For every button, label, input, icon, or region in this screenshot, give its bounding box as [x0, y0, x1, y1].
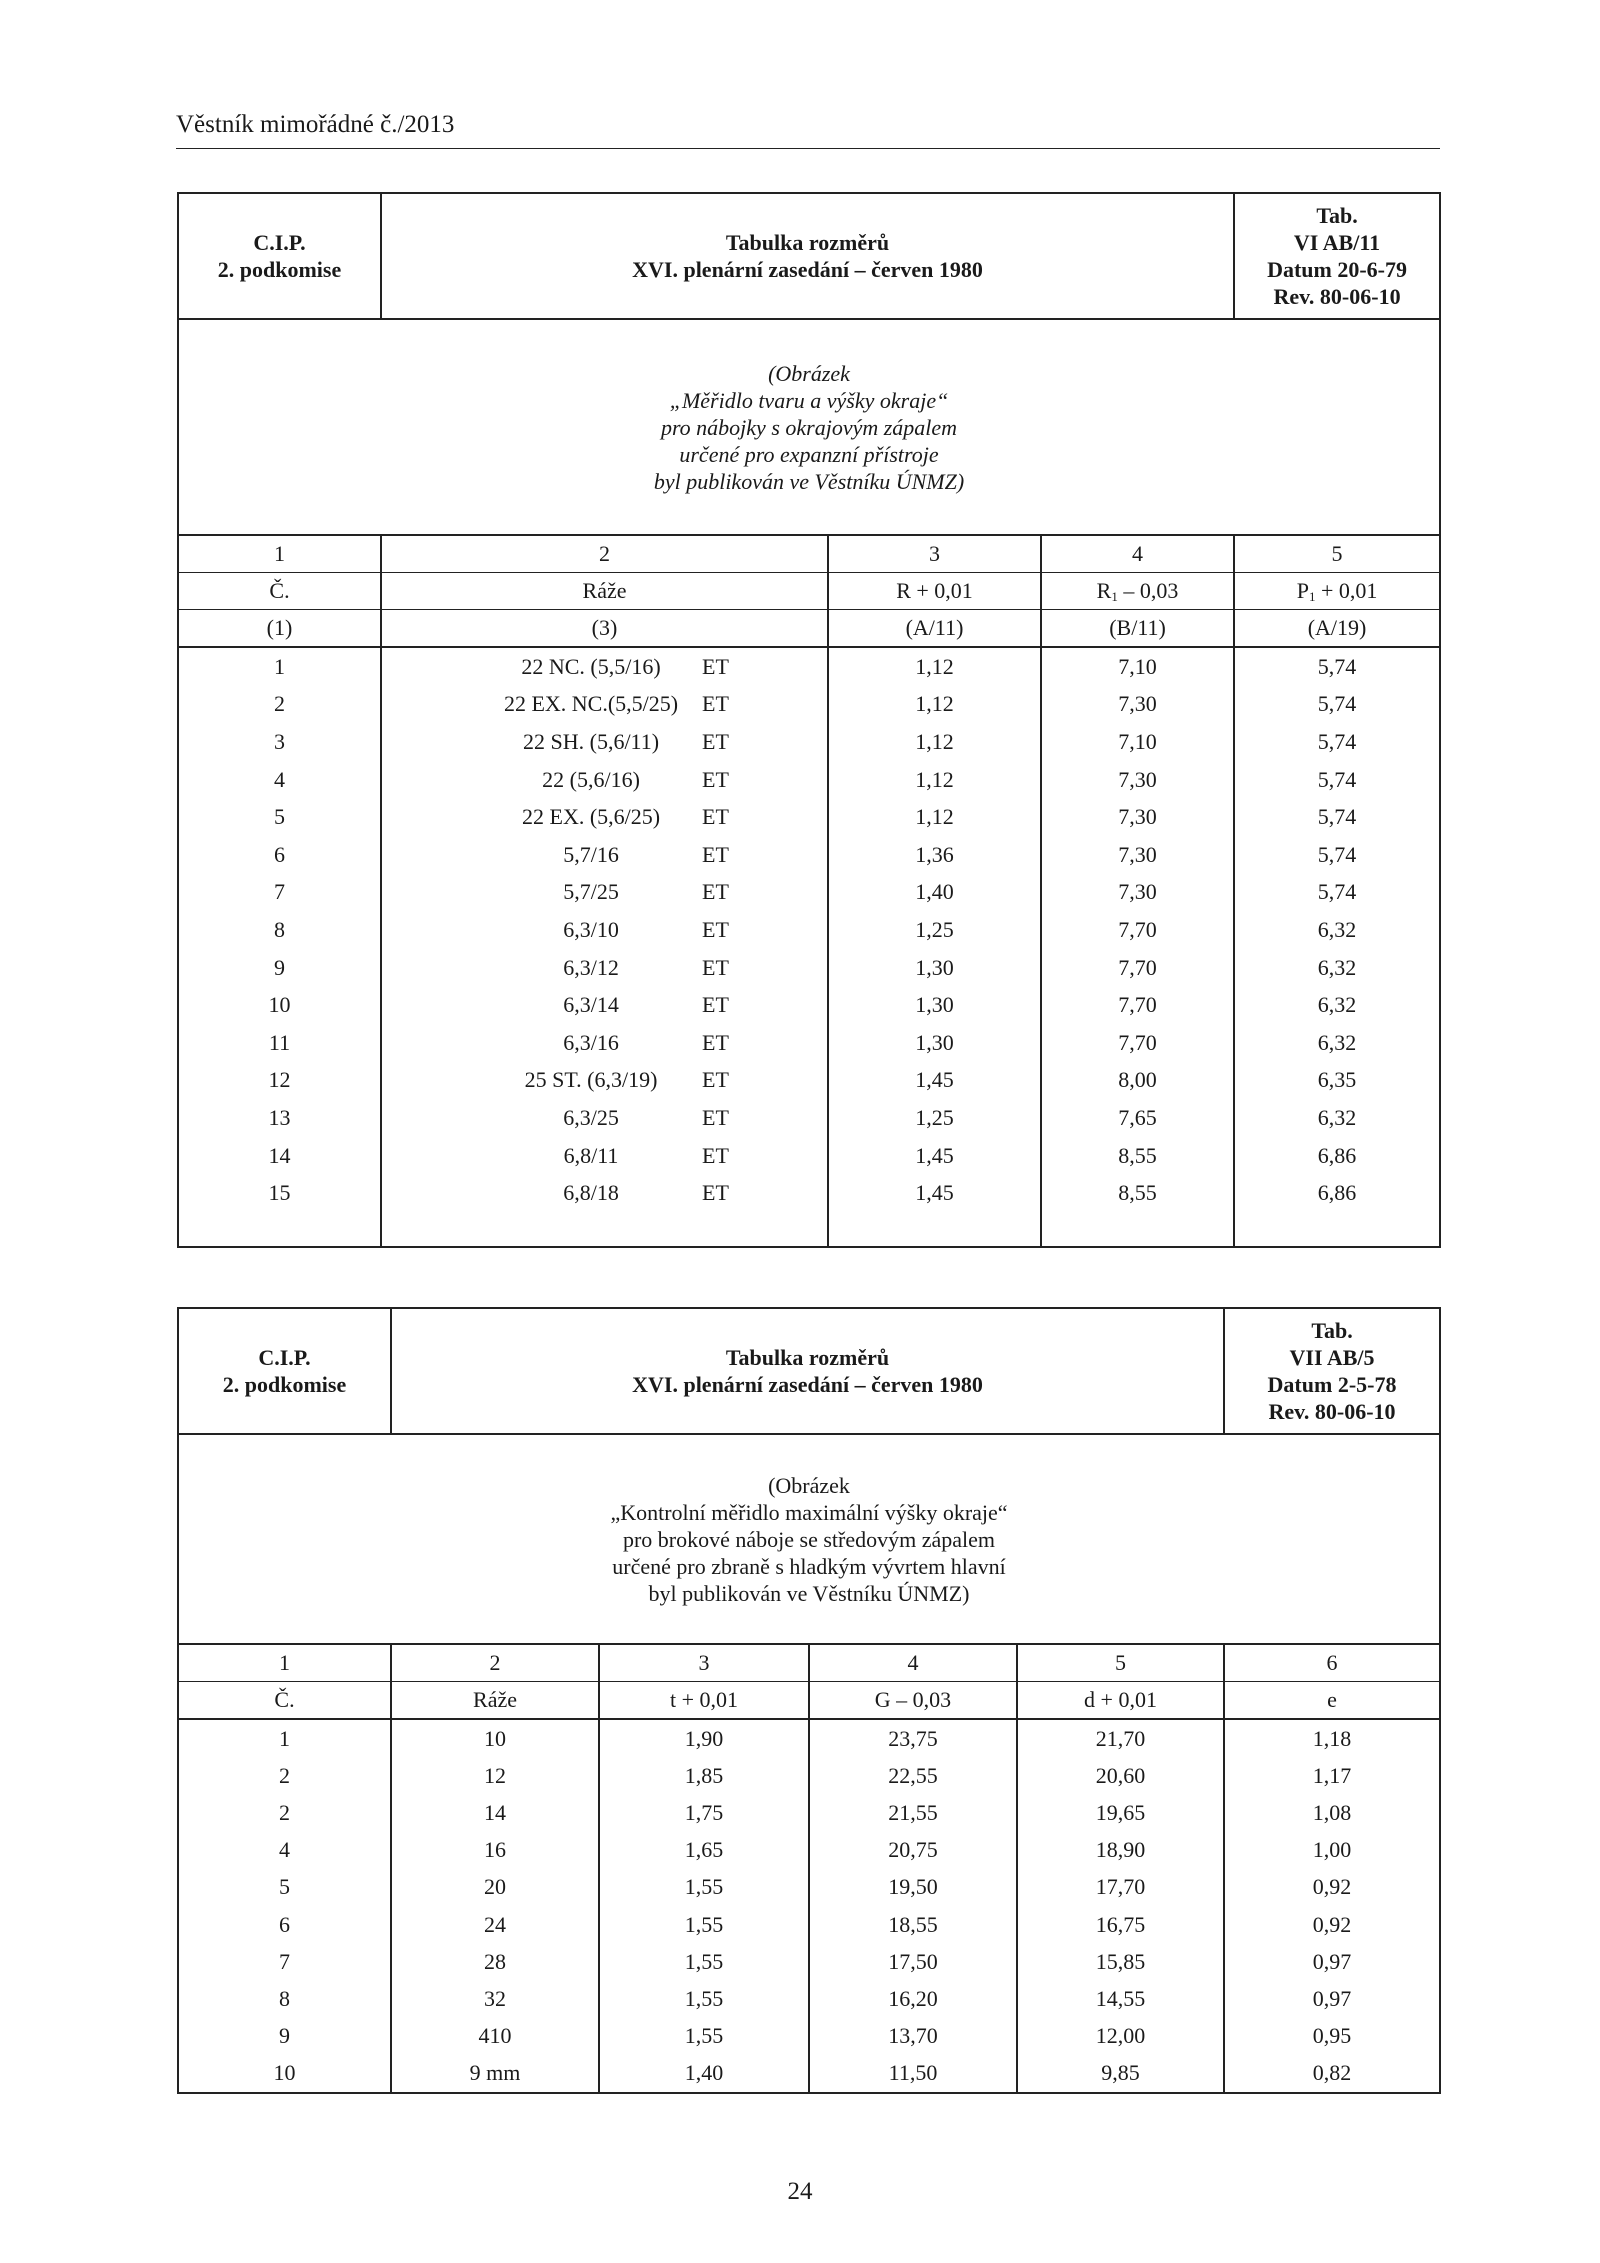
- column-number-row: [178, 1644, 1440, 1682]
- r1-value: 7,70: [1041, 986, 1234, 1024]
- p1-value: 6,32: [1234, 1099, 1440, 1137]
- g-value: 18,55: [809, 1906, 1017, 1943]
- d-value: 16,75: [1017, 1906, 1224, 1943]
- caliber-type: ET: [702, 766, 729, 792]
- row-number: 13: [178, 1099, 381, 1137]
- dimension-table-vii-ab-5: [177, 1307, 1441, 2094]
- row-number: 3: [178, 723, 381, 761]
- empty-cell: [1234, 1212, 1440, 1247]
- caliber-cell: [381, 723, 828, 761]
- row-number: 10: [178, 2055, 391, 2093]
- t-value: 1,55: [599, 1906, 809, 1943]
- org-name: C.I.P.: [253, 230, 306, 255]
- row-number: 12: [178, 1062, 381, 1100]
- table-header-row: [178, 1308, 1440, 1434]
- caliber-cell: 32: [391, 1980, 599, 2017]
- r-value: 1,40: [828, 874, 1041, 912]
- tab-revision: Rev. 80-06-10: [1273, 284, 1401, 309]
- ref-cell: [1224, 1308, 1440, 1434]
- caliber-type: ET: [702, 1142, 729, 1168]
- row-number: 2: [178, 686, 381, 724]
- caliber-cell: 410: [391, 2018, 599, 2055]
- d-value: 21,70: [1017, 1719, 1224, 1757]
- d-value: 14,55: [1017, 1980, 1224, 2017]
- table-row: [178, 761, 1440, 799]
- p1-value: 5,74: [1234, 874, 1440, 912]
- col-reference: (A/19): [1234, 610, 1440, 648]
- col-heading: Ráže: [381, 573, 828, 610]
- r1-value: 7,65: [1041, 1099, 1234, 1137]
- caliber-name: 22 NC. (5,5/16): [521, 653, 661, 679]
- caliber-cell: 9 mm: [391, 2055, 599, 2093]
- row-number: 1: [178, 1719, 391, 1757]
- t-value: 1,55: [599, 1869, 809, 1906]
- caliber-cell: [381, 1137, 828, 1175]
- d-value: 18,90: [1017, 1832, 1224, 1869]
- r1-value: 8,00: [1041, 1062, 1234, 1100]
- caliber-cell: 10: [391, 1719, 599, 1757]
- d-value: 15,85: [1017, 1943, 1224, 1980]
- table-header-row: [178, 193, 1440, 319]
- r1-value: 7,10: [1041, 647, 1234, 686]
- table-row: [178, 1099, 1440, 1137]
- row-number: 4: [178, 761, 381, 799]
- column-heading-row: [178, 573, 1440, 610]
- caliber-type: ET: [702, 879, 729, 905]
- tab-label: Tab.: [1311, 1318, 1353, 1343]
- row-number: 2: [178, 1757, 391, 1794]
- column-number-row: [178, 535, 1440, 573]
- title-cell: [391, 1308, 1224, 1434]
- figure-note-line: určené pro zbraně s hladkým vývrtem hlavní: [612, 1553, 1006, 1579]
- col-heading-subscript: 1: [1308, 589, 1316, 604]
- caliber-type: ET: [702, 992, 729, 1018]
- e-value: 0,82: [1224, 2055, 1440, 2093]
- r-value: 1,25: [828, 911, 1041, 949]
- row-number: 10: [178, 986, 381, 1024]
- tab-label: Tab.: [1316, 203, 1358, 228]
- column-heading-row: [178, 1682, 1440, 1720]
- p1-value: 6,35: [1234, 1062, 1440, 1100]
- caliber-type: ET: [702, 653, 729, 679]
- g-value: 17,50: [809, 1943, 1017, 1980]
- table-row: [178, 911, 1440, 949]
- g-value: 16,20: [809, 1980, 1017, 2017]
- e-value: 1,17: [1224, 1757, 1440, 1794]
- empty-cell: [381, 1212, 828, 1247]
- col-reference: (A/11): [828, 610, 1041, 648]
- caliber-cell: 28: [391, 1943, 599, 1980]
- col-number: 2: [381, 535, 828, 573]
- e-value: 1,00: [1224, 1832, 1440, 1869]
- r1-value: 8,55: [1041, 1137, 1234, 1175]
- p1-value: 6,32: [1234, 986, 1440, 1024]
- row-number: 7: [178, 874, 381, 912]
- table-row: [178, 1174, 1440, 1212]
- tab-id: VII AB/5: [1289, 1345, 1375, 1370]
- table-row: [178, 836, 1440, 874]
- caliber-cell: 24: [391, 1906, 599, 1943]
- empty-cell: [828, 1212, 1041, 1247]
- d-value: 17,70: [1017, 1869, 1224, 1906]
- table-row: [178, 1869, 1440, 1906]
- row-number: 5: [178, 798, 381, 836]
- row-number: 9: [178, 2018, 391, 2055]
- caliber-cell: [381, 1099, 828, 1137]
- figure-note: [178, 1434, 1440, 1644]
- table-row: [178, 2055, 1440, 2093]
- caliber-cell: [381, 986, 828, 1024]
- col-number: 3: [828, 535, 1041, 573]
- column-reference-row: [178, 610, 1440, 648]
- org-cell: [178, 1308, 391, 1434]
- row-number: 1: [178, 647, 381, 686]
- title-cell: [381, 193, 1234, 319]
- caliber-type: ET: [702, 1067, 729, 1093]
- e-value: 1,08: [1224, 1794, 1440, 1831]
- r-value: 1,36: [828, 836, 1041, 874]
- g-value: 13,70: [809, 2018, 1017, 2055]
- p1-value: 5,74: [1234, 836, 1440, 874]
- t-value: 1,55: [599, 1943, 809, 1980]
- caliber-cell: [381, 686, 828, 724]
- row-number: 5: [178, 1869, 391, 1906]
- col-heading: Ráže: [391, 1682, 599, 1720]
- page-number: 24: [787, 2178, 813, 2205]
- table-row: [178, 2018, 1440, 2055]
- d-value: 9,85: [1017, 2055, 1224, 2093]
- caliber-name: 5,7/16: [563, 841, 619, 867]
- p1-value: 5,74: [1234, 761, 1440, 799]
- table-row: [178, 1062, 1440, 1100]
- table-row: [178, 949, 1440, 987]
- r1-value: 8,55: [1041, 1174, 1234, 1212]
- ref-cell: [1234, 193, 1440, 319]
- col-number: 5: [1017, 1644, 1224, 1682]
- col-number: 2: [391, 1644, 599, 1682]
- caliber-cell: [381, 798, 828, 836]
- col-reference: (1): [178, 610, 381, 648]
- p1-value: 5,74: [1234, 686, 1440, 724]
- row-number: 6: [178, 836, 381, 874]
- row-number: 6: [178, 1906, 391, 1943]
- caliber-cell: 12: [391, 1757, 599, 1794]
- g-value: 21,55: [809, 1794, 1017, 1831]
- p1-value: 6,86: [1234, 1137, 1440, 1175]
- col-heading: R + 0,01: [828, 573, 1041, 610]
- col-heading: G – 0,03: [809, 1682, 1017, 1720]
- e-value: 0,92: [1224, 1869, 1440, 1906]
- t-value: 1,55: [599, 2018, 809, 2055]
- table-row: [178, 1719, 1440, 1757]
- caliber-cell: 20: [391, 1869, 599, 1906]
- row-number: 9: [178, 949, 381, 987]
- col-heading: Č.: [178, 1682, 391, 1720]
- col-heading-symbol: R: [1096, 578, 1112, 603]
- empty-cell: [1041, 1212, 1234, 1247]
- figure-note-line: (Obrázek: [768, 1472, 850, 1498]
- col-heading: t + 0,01: [599, 1682, 809, 1720]
- caliber-type: ET: [702, 1180, 729, 1206]
- r-value: 1,45: [828, 1062, 1041, 1100]
- row-number: 14: [178, 1137, 381, 1175]
- col-reference: (3): [381, 610, 828, 648]
- org-name: C.I.P.: [258, 1345, 311, 1370]
- table-row: [178, 986, 1440, 1024]
- table-bottom-padding: [178, 1212, 1440, 1247]
- r-value: 1,12: [828, 723, 1041, 761]
- r1-value: 7,70: [1041, 949, 1234, 987]
- p1-value: 5,74: [1234, 723, 1440, 761]
- caliber-cell: 14: [391, 1794, 599, 1831]
- r-value: 1,30: [828, 986, 1041, 1024]
- p1-value: 5,74: [1234, 798, 1440, 836]
- tab-id: VI AB/11: [1293, 230, 1381, 255]
- r1-value: 7,30: [1041, 798, 1234, 836]
- caliber-type: ET: [702, 691, 729, 717]
- caliber-cell: [381, 1174, 828, 1212]
- page-header: [176, 110, 1440, 149]
- row-number: 2: [178, 1794, 391, 1831]
- table-body: [178, 1719, 1440, 2093]
- t-value: 1,55: [599, 1980, 809, 2017]
- caliber-type: ET: [702, 954, 729, 980]
- org-cell: [178, 193, 381, 319]
- figure-note-row: [178, 319, 1440, 535]
- col-heading-tolerance: + 0,01: [1315, 578, 1378, 603]
- col-heading-subscript: 1: [1111, 589, 1118, 604]
- caliber-name: 22 EX. (5,6/25): [522, 804, 661, 830]
- table-row: [178, 686, 1440, 724]
- caliber-type: ET: [702, 916, 729, 942]
- col-heading-symbol: P: [1296, 578, 1309, 603]
- row-number: 4: [178, 1832, 391, 1869]
- r1-value: 7,70: [1041, 911, 1234, 949]
- caliber-cell: [381, 761, 828, 799]
- figure-note-line: určené pro expanzní přístroje: [679, 441, 939, 467]
- r-value: 1,45: [828, 1174, 1041, 1212]
- caliber-cell: [381, 647, 828, 686]
- r-value: 1,45: [828, 1137, 1041, 1175]
- session-title: XVI. plenární zasedání – červen 1980: [632, 1372, 983, 1397]
- col-number: 1: [178, 1644, 391, 1682]
- table-row: [178, 1757, 1440, 1794]
- session-title: XVI. plenární zasedání – červen 1980: [632, 257, 983, 282]
- col-heading: [1234, 573, 1440, 610]
- r-value: 1,12: [828, 798, 1041, 836]
- r1-value: 7,70: [1041, 1024, 1234, 1062]
- col-number: 5: [1234, 535, 1440, 573]
- table-row: [178, 723, 1440, 761]
- caliber-name: 25 ST. (6,3/19): [524, 1067, 658, 1093]
- tab-date: Datum 20-6-79: [1267, 257, 1407, 282]
- col-number: 3: [599, 1644, 809, 1682]
- t-value: 1,40: [599, 2055, 809, 2093]
- figure-note-line: „Kontrolní měřidlo maximální výšky okraje“: [610, 1499, 1008, 1525]
- figure-note-line: (Obrázek: [768, 360, 850, 386]
- figure-note-line: „Měřidlo tvaru a výšky okraje“: [669, 387, 949, 413]
- col-heading: Č.: [178, 573, 381, 610]
- caliber-name: 6,3/14: [563, 992, 619, 1018]
- row-number: 15: [178, 1174, 381, 1212]
- caliber-cell: [381, 874, 828, 912]
- col-number: 4: [809, 1644, 1017, 1682]
- caliber-name: 6,8/18: [563, 1180, 619, 1206]
- p1-value: 6,32: [1234, 949, 1440, 987]
- d-value: 20,60: [1017, 1757, 1224, 1794]
- col-number: 4: [1041, 535, 1234, 573]
- r1-value: 7,30: [1041, 836, 1234, 874]
- figure-note-line: pro nábojky s okrajovým zápalem: [660, 414, 958, 440]
- col-number: 1: [178, 535, 381, 573]
- r-value: 1,12: [828, 647, 1041, 686]
- p1-value: 6,32: [1234, 911, 1440, 949]
- row-number: 8: [178, 911, 381, 949]
- p1-value: 5,74: [1234, 647, 1440, 686]
- p1-value: 6,86: [1234, 1174, 1440, 1212]
- caliber-type: ET: [702, 804, 729, 830]
- sub-committee: 2. podkomise: [217, 257, 342, 282]
- caliber-name: 5,7/25: [563, 879, 619, 905]
- figure-note-row: [178, 1434, 1440, 1644]
- caliber-name: 22 (5,6/16): [542, 766, 640, 792]
- row-number: 8: [178, 1980, 391, 2017]
- sub-committee: 2. podkomise: [222, 1372, 347, 1397]
- table-row: [178, 1943, 1440, 1980]
- g-value: 20,75: [809, 1832, 1017, 1869]
- table-title: Tabulka rozměrů: [725, 230, 890, 255]
- d-value: 19,65: [1017, 1794, 1224, 1831]
- caliber-type: ET: [702, 728, 729, 754]
- r-value: 1,12: [828, 686, 1041, 724]
- caliber-cell: [381, 949, 828, 987]
- table-row: [178, 874, 1440, 912]
- dimension-table-vi-ab-11: [177, 192, 1441, 1248]
- table-body: [178, 647, 1440, 1247]
- caliber-name: 6,3/16: [563, 1029, 619, 1055]
- caliber-name: 22 SH. (5,6/11): [523, 728, 660, 754]
- col-heading: e: [1224, 1682, 1440, 1720]
- col-heading: [1041, 573, 1234, 610]
- caliber-name: 22 EX. NC.(5,5/25): [503, 691, 679, 717]
- r1-value: 7,10: [1041, 723, 1234, 761]
- col-heading: d + 0,01: [1017, 1682, 1224, 1720]
- table-row: [178, 647, 1440, 686]
- row-number: 11: [178, 1024, 381, 1062]
- caliber-cell: [381, 1024, 828, 1062]
- caliber-type: ET: [702, 1104, 729, 1130]
- row-number: 7: [178, 1943, 391, 1980]
- g-value: 23,75: [809, 1719, 1017, 1757]
- table-row: [178, 1906, 1440, 1943]
- table-row: [178, 1794, 1440, 1831]
- caliber-type: ET: [702, 841, 729, 867]
- col-heading-tolerance: – 0,03: [1117, 578, 1179, 603]
- e-value: 0,97: [1224, 1943, 1440, 1980]
- r1-value: 7,30: [1041, 874, 1234, 912]
- empty-cell: [178, 1212, 381, 1247]
- t-value: 1,85: [599, 1757, 809, 1794]
- caliber-cell: [381, 836, 828, 874]
- table-row: [178, 1980, 1440, 2017]
- r-value: 1,30: [828, 949, 1041, 987]
- col-number: 6: [1224, 1644, 1440, 1682]
- table-row: [178, 1832, 1440, 1869]
- caliber-cell: 16: [391, 1832, 599, 1869]
- r1-value: 7,30: [1041, 686, 1234, 724]
- g-value: 11,50: [809, 2055, 1017, 2093]
- caliber-type: ET: [702, 1029, 729, 1055]
- t-value: 1,75: [599, 1794, 809, 1831]
- caliber-name: 6,3/12: [563, 954, 619, 980]
- table-row: [178, 1024, 1440, 1062]
- r-value: 1,25: [828, 1099, 1041, 1137]
- p1-value: 6,32: [1234, 1024, 1440, 1062]
- table-title: Tabulka rozměrů: [725, 1345, 890, 1370]
- figure-note: [178, 319, 1440, 535]
- tab-revision: Rev. 80-06-10: [1268, 1399, 1396, 1424]
- d-value: 12,00: [1017, 2018, 1224, 2055]
- e-value: 0,92: [1224, 1906, 1440, 1943]
- figure-note-line: pro brokové náboje se středovým zápalem: [622, 1526, 996, 1552]
- e-value: 1,18: [1224, 1719, 1440, 1757]
- r-value: 1,30: [828, 1024, 1041, 1062]
- e-value: 0,95: [1224, 2018, 1440, 2055]
- r1-value: 7,30: [1041, 761, 1234, 799]
- r-value: 1,12: [828, 761, 1041, 799]
- g-value: 19,50: [809, 1869, 1017, 1906]
- t-value: 1,90: [599, 1719, 809, 1757]
- caliber-name: 6,3/10: [563, 916, 619, 942]
- caliber-name: 6,3/25: [563, 1104, 619, 1130]
- caliber-cell: [381, 1062, 828, 1100]
- header-title: Věstník mimořádné č./2013: [176, 111, 455, 138]
- figure-note-line: byl publikován ve Věstníku ÚNMZ): [648, 1580, 970, 1606]
- table-row: [178, 1137, 1440, 1175]
- t-value: 1,65: [599, 1832, 809, 1869]
- caliber-cell: [381, 911, 828, 949]
- e-value: 0,97: [1224, 1980, 1440, 2017]
- g-value: 22,55: [809, 1757, 1017, 1794]
- table-row: [178, 798, 1440, 836]
- col-reference: (B/11): [1041, 610, 1234, 648]
- caliber-name: 6,8/11: [563, 1142, 619, 1168]
- figure-note-line: byl publikován ve Věstníku ÚNMZ): [653, 468, 965, 494]
- tab-date: Datum 2-5-78: [1267, 1372, 1397, 1397]
